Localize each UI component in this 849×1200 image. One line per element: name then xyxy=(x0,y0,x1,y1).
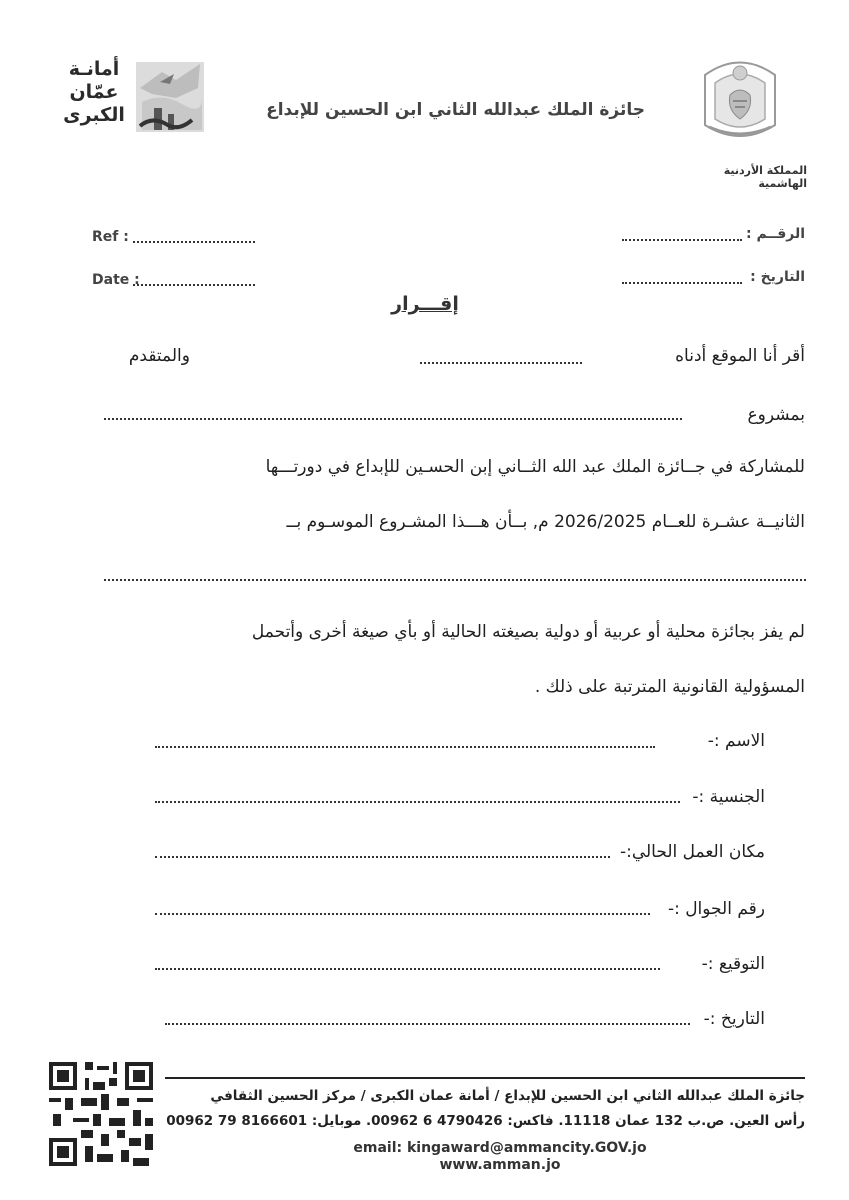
ref-label: Ref : xyxy=(92,229,129,245)
name-field-blank xyxy=(155,745,655,748)
signature-field-label: التوقيع :- xyxy=(701,954,765,974)
declaration-line-3: للمشاركة في جــائزة الملك عبد الله الثــاني إبن الحسـين للإبداع في دورتـــها xyxy=(265,457,805,477)
mobile-field-blank xyxy=(155,912,650,915)
footer-address: رأس العين. ص.ب 132 عمان 11118. فاكس: 4790426 6 00962. موبايل: 8166601 79 00962 xyxy=(166,1113,805,1129)
project-blank xyxy=(104,417,682,420)
award-title: جائزة الملك عبدالله الثاني ابن الحسين للإبداع xyxy=(266,100,645,120)
amman-logo-line: أمانـة xyxy=(68,58,120,80)
footer-email[interactable]: email: kingaward@ammancity.GOV.jo xyxy=(353,1140,647,1156)
mobile-field-label: رقم الجوال :- xyxy=(667,899,765,919)
date-blank-ar xyxy=(622,281,742,284)
qr-code-icon xyxy=(45,1058,157,1170)
workplace-field-blank xyxy=(155,855,610,858)
amman-logo-mark-icon xyxy=(132,58,208,136)
amman-municipality-logo-text xyxy=(60,58,128,127)
document-heading: إقـــرار xyxy=(391,293,459,315)
signer-name-blank xyxy=(420,361,582,364)
declaration-line-6: لم يفز بجائزة محلية أو عربية أو دولية بصيغته الحالية أو بأي صيغة أخرى وأتحمل xyxy=(251,622,805,642)
declaration-line-1-start: أقر أنا الموقع أدناه xyxy=(675,346,805,366)
signature-field-blank xyxy=(155,967,660,970)
declaration-line-1-end: والمتقدم xyxy=(128,346,190,366)
declaration-line-7: المسؤولية القانونية المترتبة على ذلك . xyxy=(534,677,805,697)
number-blank-ar xyxy=(622,238,742,241)
name-field-label: الاسم :- xyxy=(707,731,765,751)
kingdom-label: المملكة الأردنية الهاشمية xyxy=(723,164,807,190)
workplace-field-label: مكان العمل الحالي:- xyxy=(619,842,765,862)
date-blank-en xyxy=(133,283,255,286)
project-title-blank xyxy=(104,578,806,581)
footer-organizations: جائزة الملك عبدالله الثاني ابن الحسين للإبداع / أمانة عمان الكبرى / مركز الحسين الثقافي xyxy=(210,1088,805,1104)
footer-website[interactable]: www.amman.jo xyxy=(439,1157,561,1173)
date-field-blank xyxy=(165,1022,690,1025)
nationality-field-blank xyxy=(155,800,680,803)
date-label-ar: التاريخ : xyxy=(750,269,805,285)
footer-divider xyxy=(165,1077,805,1079)
amman-logo-line: عمّان xyxy=(69,81,119,103)
ref-blank xyxy=(133,240,255,243)
date-label-en: Date : xyxy=(92,272,140,288)
amman-logo-line: الكبرى xyxy=(63,104,125,126)
nationality-field-label: الجنسية :- xyxy=(692,787,765,807)
declaration-line-4: الثانيــة عشـرة للعــام 2026/2025 م, بــأن هـــذا المشـروع الموسـوم بــ xyxy=(286,512,805,532)
number-label-ar: الرقــم : xyxy=(746,226,805,242)
date-field-label: التاريخ :- xyxy=(703,1009,765,1029)
declaration-line-2: بمشروع xyxy=(747,405,805,425)
royal-crest-icon xyxy=(695,55,785,145)
